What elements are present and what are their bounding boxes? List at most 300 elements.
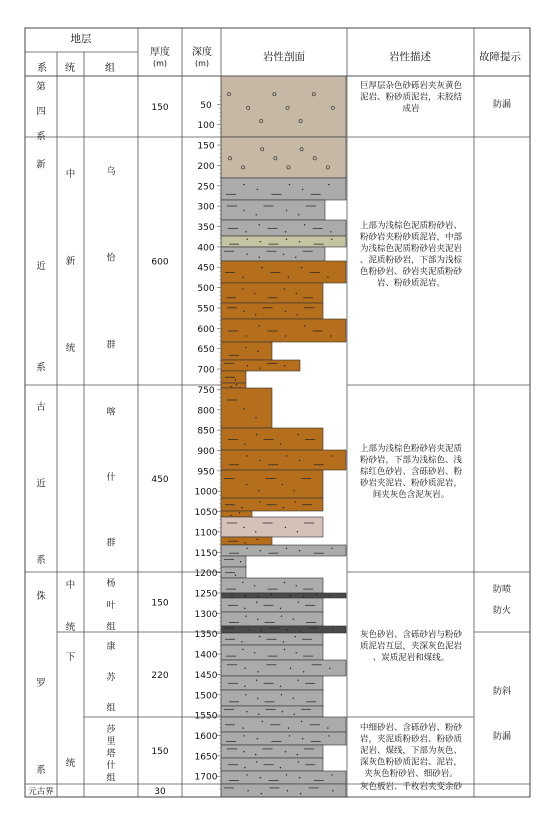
group-label: 莎 — [106, 725, 116, 736]
lithology-description-line: 夹灰色粉砂岩、细砂岩。 — [364, 769, 458, 779]
sand-mark — [289, 184, 290, 185]
lithology-description-line: 上部为浅棕色泥质粉砂岩、 — [359, 221, 463, 231]
sand-mark — [243, 751, 244, 752]
sand-mark — [247, 790, 248, 791]
series-label: 中 — [65, 169, 76, 181]
sand-mark — [289, 735, 290, 736]
lithology-description-line: 间夹灰色含泥灰岩。 — [372, 490, 450, 500]
sand-mark — [299, 241, 300, 242]
sand-mark — [244, 668, 245, 669]
header-fault-hint: 故障提示 — [479, 51, 521, 63]
sand-mark — [245, 335, 246, 336]
sand-mark — [243, 408, 244, 409]
sand-mark — [295, 501, 296, 502]
sand-mark — [285, 335, 286, 336]
sand-mark — [290, 668, 291, 669]
sand-mark — [243, 184, 244, 185]
lithology-description-line: 砂岩夹泥岩、粉砂质泥岩， — [359, 478, 463, 489]
sand-mark — [302, 738, 303, 739]
lithology-description-line: 、泥质粉砂岩，下部为浅棕 — [359, 255, 463, 266]
system-label: 系 — [36, 764, 46, 776]
group-label: 杨 — [106, 579, 116, 590]
sand-mark — [285, 751, 286, 752]
sand-mark — [246, 774, 247, 775]
sand-mark — [285, 231, 286, 232]
sand-mark — [329, 595, 330, 596]
sand-mark — [259, 224, 260, 225]
sand-mark — [327, 277, 328, 278]
sand-mark — [283, 507, 284, 508]
thickness-value: 220 — [151, 671, 169, 681]
series-label: 统 — [65, 758, 76, 770]
depth-tick-label: 500 — [197, 284, 215, 295]
lithology-layer — [221, 645, 323, 660]
depth-tick-label: 1400 — [194, 650, 218, 661]
sand-mark — [259, 501, 260, 502]
series-label: 下 — [65, 651, 76, 663]
system-label: 系 — [36, 555, 46, 567]
depth-tick-label: 450 — [197, 263, 215, 274]
sand-mark — [280, 686, 281, 687]
sand-mark — [259, 367, 260, 368]
sand-mark — [243, 311, 244, 312]
sand-mark — [245, 694, 246, 695]
group-label: 群 — [106, 340, 116, 351]
lithology-description-line: 灰色板岩、千枚岩夹变余砂 — [359, 782, 463, 792]
depth-tick-label: 1250 — [194, 589, 218, 600]
lithology-layer — [221, 283, 323, 303]
lithology-layer — [221, 706, 323, 717]
sand-mark — [293, 698, 294, 699]
sand-mark — [255, 754, 256, 755]
group-label: 乌 — [106, 166, 116, 177]
lithology-layer — [221, 717, 346, 732]
depth-tick-label: 750 — [197, 385, 215, 396]
sand-mark — [258, 596, 259, 597]
sand-mark — [241, 641, 242, 642]
sand-mark — [246, 239, 247, 240]
fault-hint: 防火 — [492, 606, 512, 616]
lithology-layer — [221, 450, 346, 470]
header-group: 组 — [105, 63, 115, 74]
lithology-layer — [221, 771, 346, 784]
lithology-description-line: 粉砂岩夹粉砂质泥岩，中部 — [359, 232, 463, 243]
sand-mark — [281, 694, 282, 695]
lithology-description-line: 灰色砂岩、含砾砂岩与粉砂 — [359, 630, 463, 640]
lithology-layer — [221, 556, 246, 567]
depth-tick-label: 400 — [197, 243, 215, 254]
sand-mark — [246, 484, 247, 485]
sand-mark — [258, 671, 259, 672]
sand-mark — [297, 754, 298, 755]
sand-mark — [246, 711, 247, 712]
sand-mark — [246, 548, 247, 549]
header-strata: 地层 — [70, 33, 92, 45]
thickness-value: 150 — [151, 747, 169, 757]
sand-mark — [255, 531, 256, 532]
lithology-layer — [221, 247, 325, 261]
group-label: 叶 — [106, 600, 116, 611]
lithology-description-line: 岩、粉砂质泥岩。 — [376, 278, 446, 289]
sand-mark — [293, 619, 294, 620]
lithology-layer — [221, 545, 346, 556]
depth-tick-label: 1700 — [194, 772, 218, 783]
sand-mark — [298, 214, 299, 215]
series-label: 统 — [65, 621, 76, 633]
sand-mark — [281, 616, 282, 617]
sand-mark — [256, 539, 257, 540]
sand-mark — [280, 767, 281, 768]
sand-mark — [287, 790, 288, 791]
sand-mark — [257, 619, 258, 620]
depth-tick-label: 850 — [197, 426, 215, 437]
lithology-description-line: 质泥岩互层，夹深灰色泥岩 — [359, 641, 463, 652]
sand-mark — [243, 210, 244, 211]
depth-tick-label: 1150 — [194, 548, 218, 559]
system-label: 侏 — [36, 591, 46, 603]
depth-tick-label: 1050 — [194, 508, 218, 519]
depth-tick-label: 1600 — [194, 732, 218, 743]
lithology-layer — [221, 428, 323, 450]
sand-mark — [300, 630, 301, 631]
depth-tick-label: 1000 — [194, 487, 218, 498]
depth-tick-label: 50 — [200, 100, 212, 111]
depth-tick-label: 350 — [197, 223, 215, 234]
sand-mark — [282, 711, 283, 712]
sand-mark — [296, 293, 297, 294]
lithology-description-line: 泥岩、粉砂质泥岩，未胶结 — [359, 92, 463, 103]
sand-mark — [287, 629, 288, 630]
sand-mark — [300, 793, 301, 794]
sand-mark — [257, 698, 258, 699]
sand-mark — [257, 738, 258, 739]
sand-mark — [302, 189, 303, 190]
sand-mark — [246, 254, 247, 255]
sand-mark — [258, 713, 259, 714]
lithology-layer — [221, 745, 323, 758]
sand-mark — [256, 680, 257, 681]
sand-mark — [285, 311, 286, 312]
depth-tick-label: 900 — [197, 446, 215, 457]
sand-mark — [304, 325, 305, 326]
sand-mark — [254, 293, 255, 294]
lithology-layer — [221, 511, 252, 517]
lithology-layer — [221, 732, 346, 745]
lithology-layer — [221, 137, 346, 178]
system-label: 近 — [36, 478, 46, 490]
sand-mark — [241, 507, 242, 508]
sand-mark — [255, 314, 256, 315]
lithology-description-line: 泥岩、煤线，下部为灰色、 — [359, 746, 463, 756]
lithology-description-line: 色粉砂岩、砂岩夹泥质粉砂 — [359, 267, 463, 277]
sand-mark — [236, 384, 237, 385]
depth-tick-label: 1200 — [194, 569, 218, 580]
depth-tick-label: 650 — [197, 345, 215, 356]
sand-mark — [259, 257, 260, 258]
depth-tick-label: 300 — [197, 202, 215, 213]
group-label: 恰 — [106, 253, 116, 264]
sand-mark — [284, 649, 285, 650]
lithology-layer — [221, 200, 325, 220]
sand-mark — [298, 761, 299, 762]
depth-tick-label: 1500 — [194, 691, 218, 702]
sand-mark — [286, 548, 287, 549]
lithology-layer — [221, 319, 346, 342]
sand-mark — [244, 608, 245, 609]
header-lithology-desc: 岩性描述 — [389, 51, 431, 63]
lithology-description-line: 为浅棕色泥质粉砂岩夹泥岩 — [359, 244, 463, 254]
lithology-description-line: 、炭质泥岩和煤线。 — [372, 653, 450, 663]
sand-mark — [299, 777, 300, 778]
series-label: 新 — [65, 256, 76, 268]
sand-mark — [256, 214, 257, 215]
depth-tick-label: 1450 — [194, 670, 218, 681]
system-label: 古 — [36, 401, 46, 413]
depth-tick-label: 100 — [197, 121, 215, 132]
lithology-description-line: 中细砂岩、含砾砂岩、粉砂 — [359, 723, 463, 733]
system-label: 元古界 — [28, 787, 54, 797]
sand-mark — [244, 595, 245, 596]
sand-mark — [288, 727, 289, 728]
sand-mark — [286, 774, 287, 775]
sand-mark — [304, 224, 305, 225]
system-label: 系 — [36, 362, 46, 374]
depth-tick-label: 1300 — [194, 609, 218, 620]
sand-mark — [246, 455, 247, 456]
sand-mark — [271, 594, 272, 595]
sand-mark — [328, 735, 329, 736]
sand-mark — [331, 774, 332, 775]
lithology-layer — [221, 178, 346, 200]
group-label: 苏 — [106, 672, 116, 683]
lithology-layer — [221, 660, 346, 676]
group-label: 组 — [106, 622, 116, 633]
sand-mark — [284, 365, 285, 366]
sand-mark — [242, 288, 243, 289]
sand-mark — [262, 267, 263, 268]
sand-mark — [262, 721, 263, 722]
lithology-layer — [221, 342, 272, 360]
lithology-layer — [221, 388, 272, 428]
series-label: 统 — [65, 342, 76, 354]
system-label: 四 — [36, 106, 46, 118]
sand-mark — [288, 277, 289, 278]
sand-mark — [285, 527, 286, 528]
sand-mark — [299, 460, 300, 461]
thickness-value: 600 — [151, 257, 169, 268]
sand-mark — [239, 512, 240, 513]
sand-mark — [286, 210, 287, 211]
lithology-layer — [221, 470, 323, 498]
sand-mark — [301, 267, 302, 268]
sand-mark — [294, 490, 295, 491]
sand-mark — [332, 790, 333, 791]
lithology-layer — [221, 612, 323, 626]
lithology-layer — [221, 236, 346, 247]
group-label: 康 — [106, 642, 116, 653]
group-label: 什 — [106, 761, 116, 772]
sand-mark — [254, 652, 255, 653]
depth-tick-label: 1100 — [194, 528, 218, 539]
sand-mark — [286, 239, 287, 240]
sand-mark — [298, 602, 299, 603]
thickness-value: 30 — [154, 787, 166, 797]
sand-mark — [290, 595, 291, 596]
sand-mark — [327, 727, 328, 728]
system-label: 近 — [36, 261, 46, 272]
sand-mark — [260, 777, 261, 778]
sand-mark — [260, 241, 261, 242]
group-label: 什 — [106, 472, 116, 483]
header-thickness-unit: (m) — [152, 59, 168, 68]
sand-mark — [242, 277, 243, 278]
sand-mark — [230, 515, 231, 516]
lithology-layer — [221, 220, 346, 236]
system-label: 第 — [36, 81, 46, 93]
sand-mark — [303, 671, 304, 672]
fault-hint: 防斜 — [492, 687, 512, 697]
lithology-description-line: 巨厚层杂色砂砾岩夹灰黄色 — [359, 81, 463, 91]
sand-mark — [231, 594, 232, 595]
sand-mark — [257, 189, 258, 190]
sand-mark — [258, 490, 259, 491]
sand-mark — [261, 630, 262, 631]
sand-mark — [296, 585, 297, 586]
fault-hint: 防喷 — [492, 585, 512, 595]
sand-mark — [259, 325, 260, 326]
sand-mark — [240, 561, 241, 562]
fault-hint: 防漏 — [492, 100, 512, 110]
depth-tick-label: 800 — [197, 406, 215, 417]
sand-mark — [280, 608, 281, 609]
sand-mark — [294, 713, 295, 714]
sand-mark — [256, 602, 257, 603]
thickness-value: 450 — [151, 475, 169, 485]
lithology-layer — [221, 360, 300, 371]
sand-mark — [261, 793, 262, 794]
sand-mark — [297, 314, 298, 315]
thickness-value: 150 — [151, 103, 169, 113]
sand-mark — [245, 616, 246, 617]
header-thickness: 厚度 — [150, 47, 170, 58]
header-depth: 深度 — [192, 47, 212, 58]
sand-mark — [247, 365, 248, 366]
sand-mark — [280, 444, 281, 445]
sand-mark — [245, 231, 246, 232]
sand-mark — [332, 629, 333, 630]
lithology-layer — [221, 784, 346, 797]
lithology-layer — [221, 383, 246, 388]
lithology-description-line: 棕红色砂岩、含砾砂岩、粉 — [359, 467, 463, 477]
sand-mark — [256, 434, 257, 435]
sand-mark — [235, 574, 236, 575]
lithology-layer — [221, 578, 323, 593]
sand-mark — [284, 288, 285, 289]
sand-mark — [328, 184, 329, 185]
depth-tick-label: 950 — [197, 467, 215, 478]
header-lithology-profile: 岩性剖面 — [263, 51, 305, 63]
lithology-description-line: 上部为浅棕色粉砂岩夹泥质 — [359, 444, 463, 454]
depth-tick-label: 1350 — [194, 630, 218, 641]
fault-hint: 防漏 — [492, 732, 512, 742]
sand-mark — [299, 550, 300, 551]
sand-mark — [242, 582, 243, 583]
sand-mark — [244, 767, 245, 768]
sand-mark — [301, 721, 302, 722]
sand-mark — [331, 239, 332, 240]
system-label: 罗 — [36, 678, 46, 689]
header-depth-unit: (m) — [194, 59, 210, 68]
depth-tick-label: 550 — [197, 304, 215, 315]
group-label: 喀 — [106, 407, 116, 418]
lithology-description-line: 粉砂岩，下部为浅棕色、浅 — [359, 455, 463, 466]
sand-mark — [247, 629, 248, 630]
sand-mark — [255, 417, 256, 418]
sand-mark — [245, 347, 246, 348]
sand-mark — [242, 727, 243, 728]
lithology-description-line: 深灰色粉砂质泥岩、泥岩， — [359, 757, 463, 768]
sand-mark — [329, 668, 330, 669]
lithology-description-line: 岩，夹泥质粉砂岩、粉砂质 — [359, 734, 463, 745]
sand-mark — [295, 636, 296, 637]
sand-mark — [283, 641, 284, 642]
sand-mark — [259, 636, 260, 637]
depth-tick-label: 600 — [197, 324, 215, 335]
sand-mark — [242, 649, 243, 650]
sand-mark — [254, 585, 255, 586]
sand-mark — [316, 594, 317, 595]
sand-mark — [331, 455, 332, 456]
sand-mark — [244, 444, 245, 445]
group-label: 里 — [106, 737, 116, 748]
sand-mark — [244, 542, 245, 543]
depth-tick-label: 1550 — [194, 711, 218, 722]
sand-mark — [330, 335, 331, 336]
system-label: 新 — [36, 159, 46, 171]
sand-mark — [298, 434, 299, 435]
sand-mark — [243, 735, 244, 736]
lithology-layer — [221, 76, 346, 137]
header-system: 系 — [37, 63, 47, 74]
lithology-layer — [221, 626, 346, 633]
lithology-description-line: 成岩 — [402, 104, 420, 114]
sand-mark — [296, 652, 297, 653]
sand-mark — [303, 596, 304, 597]
sand-mark — [260, 460, 261, 461]
sand-mark — [284, 582, 285, 583]
sand-mark — [235, 379, 236, 380]
group-label: 群 — [106, 538, 116, 549]
lithology-layer — [221, 261, 346, 283]
sand-mark — [297, 531, 298, 532]
sand-mark — [298, 680, 299, 681]
depth-tick-label: 700 — [197, 365, 215, 376]
lithology-layer — [221, 593, 346, 598]
sand-mark — [330, 231, 331, 232]
lithology-layer — [221, 517, 323, 537]
header-series: 统 — [65, 63, 75, 74]
lithology-layer — [221, 303, 323, 319]
depth-tick-label: 150 — [197, 141, 215, 152]
sand-mark — [244, 686, 245, 687]
sand-mark — [256, 761, 257, 762]
sand-mark — [283, 254, 284, 255]
depth-tick-label: 1650 — [194, 752, 218, 763]
sand-mark — [286, 455, 287, 456]
sand-mark — [257, 351, 258, 352]
sand-mark — [230, 386, 231, 387]
sand-mark — [295, 257, 296, 258]
